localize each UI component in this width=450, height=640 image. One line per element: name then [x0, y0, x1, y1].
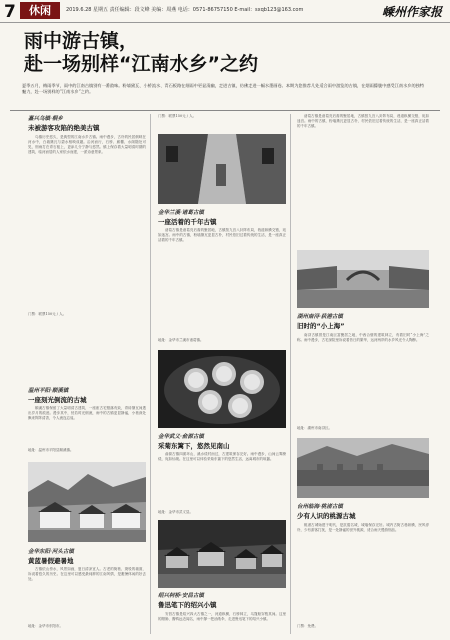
article-footer: 地址：金华市东阳市。	[28, 624, 63, 628]
column-divider	[150, 114, 151, 634]
lead-paragraph: 夏季五月，梅雨季节，雨中的江南古镇别有一番韵味。粉墙黛瓦、小桥流水、青石板路在细雨中更显清幽，走进古镇，仿佛走进一幅水墨画卷。本期为您推荐几处适合雨中游览的古镇，在烟雨朦胧中感受江南水乡的独特魅力，赴一场别样的“江南水乡”之约。	[22, 83, 425, 94]
article-body: 顺溪古镇保留了大量明清古建筑，一座座古宅错落有致，青砖黛瓦间透出岁月的痕迹。漫步其中，恍若时光倒流，雨中的古镇更显静谧，小巷深处飘来阵阵清香，令人流连忘返。	[28, 406, 146, 420]
lane-photo	[158, 134, 286, 204]
article-kicker: 湖州南浔·荻港古镇	[297, 314, 343, 320]
article-body: 诸葛古镇是诸葛亮后裔的聚居地，古镇按九宫八卦阵布局，巷道纵横交错，宛如迷宫。雨中的古镇，粉墙黛瓦更显古朴，村民依旧过着传统的生活，是一座真正活着的千年古镇。	[158, 228, 286, 242]
newspaper-name: 嵊州作家报	[381, 5, 442, 19]
article-body: 南浔古镇曾是江南巨富聚居之地，中西合璧的建筑林立，有着旧时“小上海”之称。雨中漫步，古宅深院里诉说着昔日的繁华，运河两岸的水乡风光令人陶醉。	[297, 333, 429, 342]
food-photo	[158, 350, 286, 428]
article-body: 古镇依山傍水，风景如画，夏日清凉宜人。古老的街巷、斑驳的墙面，诉说着悠久的历史。在这里可以感受最纯粹的江南风情，是避暑休闲的好去处。	[28, 567, 146, 581]
divider	[10, 110, 440, 111]
article-title: 少有人识的桃源古城	[297, 512, 356, 520]
article-kicker: 金华武义·俞源古镇	[158, 434, 204, 440]
issue-meta: 2019.6.28 星期五 责任编辑：段文峰 美编：周燕 电话：0571-86757150 E-mail：sxqb123@163.com	[66, 7, 304, 13]
masthead	[0, 0, 450, 23]
page-number: 7	[4, 2, 16, 22]
canal-photo	[297, 250, 429, 308]
article-title: 鲁迅笔下的绍兴小镇	[158, 601, 217, 609]
fortress-photo	[297, 438, 429, 498]
article-title: 未被游客攻陷的绝美古镇	[28, 124, 100, 132]
article-body: 安昌古镇是绍兴四大古镇之一，河道纵横，石桥林立，乌篷船穿梭其间。这里的腊肠、酱鸭远近闻名，雨中撑一把油纸伞，走进鲁迅笔下的绍兴小镇。	[158, 612, 286, 621]
article-footer: 门票：联票150元 / 人。	[28, 312, 67, 316]
article-title: 旧时的“小上海”	[297, 322, 345, 330]
article-body-continued: 门票：联票150元 / 人。	[158, 114, 197, 118]
article-kicker: 台州临海·桃渚古镇	[297, 504, 343, 510]
article-footer: 地址：金华市武义县。	[158, 510, 193, 514]
headline-line-2: 赴一场别样“江南水乡”之约	[24, 53, 258, 75]
article-footer: 地址：湖州市南浔区。	[297, 426, 332, 430]
article-body: 俞源古镇四面环山，溪水绕村而过，古建筑保存完好。雨中漫步，山间云雾缭绕，宛如仙境。在这里可以体验采菊东篱下的悠然生活，远离城市的喧嚣。	[158, 452, 286, 461]
article-kicker: 嘉兴乌镇·桐乡	[28, 116, 63, 122]
article-kicker: 绍兴柯桥·安昌古镇	[158, 593, 204, 599]
article-title: 采菊东篱下，悠然见南山	[158, 442, 230, 450]
article-footer: 门票：免费。	[297, 624, 318, 628]
column-divider	[290, 114, 291, 634]
article-footer: 地址：温州市平阳县顺溪镇。	[28, 448, 74, 452]
article-kicker: 金华兰溪·诸葛古镇	[158, 210, 204, 216]
headline-line-1: 雨中游古镇，	[24, 30, 139, 52]
article-title: 一座活着的千年古镇	[158, 218, 217, 226]
article-title: 一座刻光倒流的古城	[28, 396, 87, 404]
section-badge: 休闲	[20, 2, 60, 19]
article-footer: 地址：金华市兰溪市诸葛镇。	[158, 338, 204, 342]
article-body-continued: 诸葛古镇是诸葛亮后裔的聚居地，古镇按九宫八卦阵布局，巷道纵横交错，宛如迷宫。雨中的古镇，粉墙黛瓦更显古朴，村民依旧过着传统的生活，是一座真正活着的千年古镇。	[297, 114, 429, 128]
article-body: 桃渚古城始建于明代，是抗倭名城，城墙保存完好。城内古街古巷纵横，民风淳朴，少有游客打扰，是一处静谧的世外桃源，适合雨天慢游细品。	[297, 523, 429, 532]
village-photo	[28, 462, 146, 542]
article-kicker: 金华东阳·河头古镇	[28, 549, 74, 555]
article-body: 乌镇历史悠久，是典型的江南水乡古镇。雨中漫步，古朴的民居倒映在河水中，白墙黛瓦与碧水相映成趣。沿河而行，石桥、廊棚、水阁随处可见，细雨打在青石板上，更添几分宁静与悠然。镇上保存着大量明清时期的建筑，临河而居的人家依水而建，一派诗意景象。	[28, 135, 146, 154]
article-kicker: 温州平阳·顺溪镇	[28, 388, 69, 394]
article-title: 黄蓝暑假避暑地	[28, 557, 74, 565]
town-photo	[158, 520, 286, 588]
